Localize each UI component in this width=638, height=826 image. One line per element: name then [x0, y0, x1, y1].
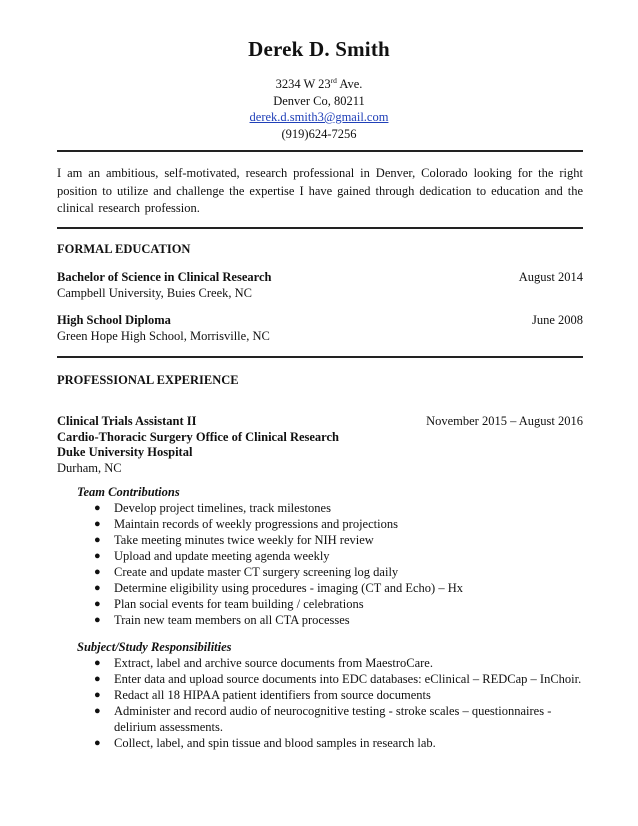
- list-item: [94, 533, 586, 549]
- list-item-text: Administer and record audio of neurocognitive testing - stroke scales – questionnaires - delirium assessments.: [114, 704, 552, 734]
- job-office: Cardio-Thoracic Surgery Office of Clinical Research: [57, 429, 340, 444]
- education-degree-1: Bachelor of Science in Clinical Research: [57, 270, 272, 284]
- list-item-text: Maintain records of weekly progressions and projections: [114, 517, 398, 531]
- experience-heading: PROFESSIONAL EXPERIENCE: [57, 373, 239, 387]
- list-item: [94, 656, 586, 672]
- team-contributions-heading: Team Contributions: [77, 485, 180, 499]
- bullet-icon: ●: [94, 534, 101, 546]
- list-item-text: Create and update master CT surgery screening log daily: [114, 565, 399, 579]
- list-item: [94, 565, 586, 581]
- address-street: Ave.: [336, 77, 363, 91]
- bullet-icon: ●: [94, 705, 101, 717]
- list-item-text: Develop project timelines, track milestones: [114, 501, 331, 515]
- job-title: Clinical Trials Assistant II: [57, 414, 197, 428]
- education-school-1: Campbell University, Buies Creek, NC: [57, 286, 252, 300]
- address-suffix: rd: [330, 75, 337, 85]
- bullet-icon: ●: [94, 657, 101, 669]
- study-responsibilities-list: [94, 656, 586, 752]
- phone-number: (919)624-7256: [281, 126, 357, 141]
- bullet-icon: ●: [94, 736, 101, 749]
- bullet-icon: ●: [94, 502, 101, 514]
- bullet-icon: ●: [94, 566, 101, 578]
- objective-text: I am an ambitious, self-motivated, research professional in Denver, Colorado looking for the right position to utilize and challenge the expertise I have gained through dedication to education and the clinical research profession.: [57, 166, 583, 215]
- bullet-icon: ●: [94, 518, 101, 530]
- list-item: [94, 501, 586, 517]
- address-number: 3234 W 23: [275, 77, 331, 91]
- education-school-2: Green Hope High School, Morrisville, NC: [57, 329, 270, 343]
- list-item-text: Redact all 18 HIPAA patient identifiers from source documents: [114, 688, 431, 702]
- list-item-text: Plan social events for team building / celebrations: [114, 597, 364, 611]
- list-item: [94, 736, 586, 752]
- education-date-1: August 2014: [518, 270, 583, 284]
- bullet-icon: ●: [94, 614, 101, 626]
- job-location: Durham, NC: [57, 460, 122, 475]
- job-employer: Duke University Hospital: [57, 445, 193, 459]
- list-item-text: Upload and update meeting agenda weekly: [114, 549, 330, 563]
- study-responsibilities-heading: Subject/Study Responsibilities: [77, 640, 232, 654]
- list-item: [94, 581, 586, 597]
- bullet-icon: ●: [94, 550, 101, 562]
- bullet-icon: ●: [94, 582, 101, 594]
- candidate-name: Derek D. Smith: [248, 37, 390, 61]
- job-details: [57, 414, 339, 476]
- divider-1: [57, 150, 583, 152]
- divider-2: [57, 227, 583, 229]
- education-date-2: June 2008: [531, 313, 583, 327]
- bullet-icon: ●: [94, 689, 101, 701]
- job-date: November 2015 – August 2016: [426, 414, 583, 428]
- bullet-icon: ●: [94, 673, 101, 685]
- education-degree-2: High School Diploma: [57, 313, 171, 327]
- list-item: [94, 613, 586, 629]
- list-item-text: Extract, label and archive source documents from MaestroCare.: [114, 656, 433, 670]
- bullet-icon: ●: [94, 598, 101, 610]
- email-link[interactable]: derek.d.smith3@gmail.com: [249, 110, 389, 124]
- list-item: [94, 597, 586, 613]
- team-contributions-list: [94, 501, 586, 629]
- address-line: [0, 76, 638, 93]
- list-item-text: Determine eligibility using procedures - imaging (CT and Echo) – Hx: [114, 581, 463, 595]
- contact-block: [0, 76, 638, 142]
- list-item: [94, 688, 586, 704]
- list-item-text: Collect, label, and spin tissue and blood samples in research lab.: [114, 735, 436, 750]
- list-item: [94, 672, 586, 688]
- list-item: [94, 704, 586, 735]
- list-item: [94, 517, 586, 533]
- education-heading: FORMAL EDUCATION: [57, 242, 191, 256]
- list-item-text: Take meeting minutes twice weekly for NIH review: [114, 533, 374, 547]
- city-line: Denver Co, 80211: [273, 93, 365, 108]
- list-item: [94, 549, 586, 565]
- list-item-text: Enter data and upload source documents into EDC databases: eClinical – REDCap – InChoir.: [114, 672, 582, 686]
- divider-3: [57, 356, 583, 358]
- list-item-text: Train new team members on all CTA processes: [114, 613, 350, 627]
